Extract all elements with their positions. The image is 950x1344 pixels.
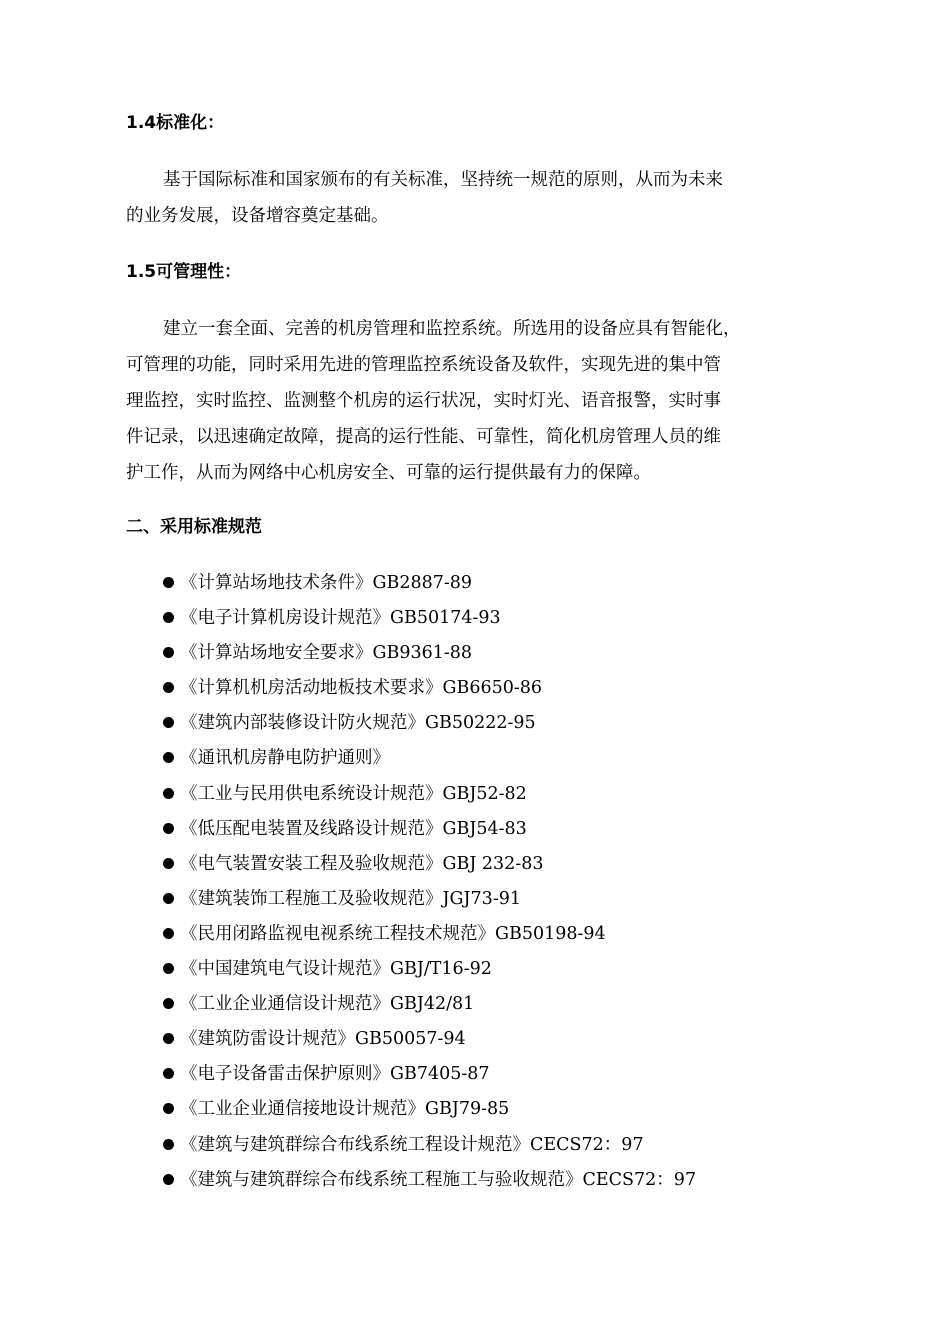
list-item-text: 《电子设备雷击保护原则》GB7405-87 xyxy=(180,1064,490,1085)
list-item-text: 《民用闭路监视电视系统工程技术规范》GB50198-94 xyxy=(180,923,606,944)
bullet-icon xyxy=(163,612,174,623)
bullet-icon xyxy=(163,858,174,869)
section-1-5-heading: 1.5可管理性： xyxy=(126,262,242,282)
list-item xyxy=(163,882,696,917)
list-item xyxy=(163,636,696,671)
bullet-icon xyxy=(163,1174,174,1185)
paragraph-line: 护工作，从而为网络中心机房安全、可靠的运行提供最有力的保障。 xyxy=(126,463,651,483)
list-item-text: 《电子计算机房设计规范》GB50174-93 xyxy=(180,608,501,629)
bullet-icon xyxy=(163,717,174,728)
list-item-text: 《中国建筑电气设计规范》GBJ/T16-92 xyxy=(180,959,492,980)
paragraph-line: 可管理的功能，同时采用先进的管理监控系统设备及软件，实现先进的集中管 xyxy=(126,355,721,375)
list-item-text: 《计算站场地技术条件》GB2887-89 xyxy=(180,573,473,593)
list-item-text: 《建筑防雷设计规范》GB50057-94 xyxy=(180,1029,466,1050)
list-item-text: 《建筑与建筑群综合布线系统工程施工与验收规范》CECS72：97 xyxy=(180,1169,697,1190)
paragraph-line: 理监控，实时监控、监测整个机房的运行状况，实时灯光、语音报警，实时事 xyxy=(126,391,721,411)
bullet-icon xyxy=(163,1033,174,1044)
bullet-icon xyxy=(163,998,174,1009)
paragraph-line: 基于国际标准和国家颁布的有关标准，坚持统一规范的原则，从而为未来 xyxy=(163,170,723,190)
list-item-text: 《电气装置安装工程及验收规范》GBJ 232-83 xyxy=(180,853,544,874)
list-item xyxy=(163,1057,696,1092)
bullet-icon xyxy=(163,788,174,799)
list-item-text: 《建筑装饰工程施工及验收规范》JGJ73-91 xyxy=(180,888,521,909)
list-item-text: 《工业企业通信接地设计规范》GBJ79-85 xyxy=(180,1099,510,1120)
list-item-text: 《工业与民用供电系统设计规范》GBJ52-82 xyxy=(180,783,527,804)
standards-list xyxy=(163,566,696,1198)
list-item-text: 《计算机机房活动地板技术要求》GB6650-86 xyxy=(180,678,543,699)
bullet-icon xyxy=(163,928,174,939)
list-item-text: 《建筑内部装修设计防火规范》GB50222-95 xyxy=(180,713,536,734)
bullet-icon xyxy=(163,752,174,763)
list-item-text: 《通讯机房静电防护通则》 xyxy=(180,748,390,769)
list-item xyxy=(163,1022,696,1057)
list-item xyxy=(163,777,696,812)
list-item-text: 《建筑与建筑群综合布线系统工程设计规范》CECS72：97 xyxy=(180,1134,644,1155)
bullet-icon xyxy=(163,963,174,974)
bullet-icon xyxy=(163,893,174,904)
list-item xyxy=(163,987,696,1022)
list-item xyxy=(163,601,696,636)
bullet-icon xyxy=(163,1139,174,1150)
bullet-icon xyxy=(163,577,174,588)
list-item xyxy=(163,1092,696,1127)
list-item xyxy=(163,952,696,987)
section-2-heading: 二、采用标准规范 xyxy=(126,517,262,537)
paragraph-line: 的业务发展，设备增容奠定基础。 xyxy=(126,206,389,226)
bullet-icon xyxy=(163,682,174,693)
list-item xyxy=(163,812,696,847)
bullet-icon xyxy=(163,647,174,658)
list-item xyxy=(163,566,696,601)
list-item xyxy=(163,847,696,882)
paragraph-line: 件记录，以迅速确定故障，提高的运行性能、可靠性，简化机房管理人员的维 xyxy=(126,427,721,447)
bullet-icon xyxy=(163,1068,174,1079)
paragraph-line: 建立一套全面、完善的机房管理和监控系统。所选用的设备应具有智能化， xyxy=(163,319,741,339)
section-1-4-heading: 1.4标准化： xyxy=(126,113,225,133)
list-item xyxy=(163,1163,696,1198)
list-item xyxy=(163,1128,696,1163)
list-item-text: 《工业企业通信设计规范》GBJ42/81 xyxy=(180,994,475,1015)
list-item-text: 《计算站场地安全要求》GB9361-88 xyxy=(180,643,473,664)
bullet-icon xyxy=(163,823,174,834)
list-item xyxy=(163,741,696,776)
list-item xyxy=(163,706,696,741)
list-item-text: 《低压配电装置及线路设计规范》GBJ54-83 xyxy=(180,818,527,839)
section-1-4-paragraph xyxy=(126,162,786,234)
list-item xyxy=(163,671,696,706)
bullet-icon xyxy=(163,1103,174,1114)
list-item xyxy=(163,917,696,952)
section-1-5-paragraph xyxy=(126,311,786,491)
